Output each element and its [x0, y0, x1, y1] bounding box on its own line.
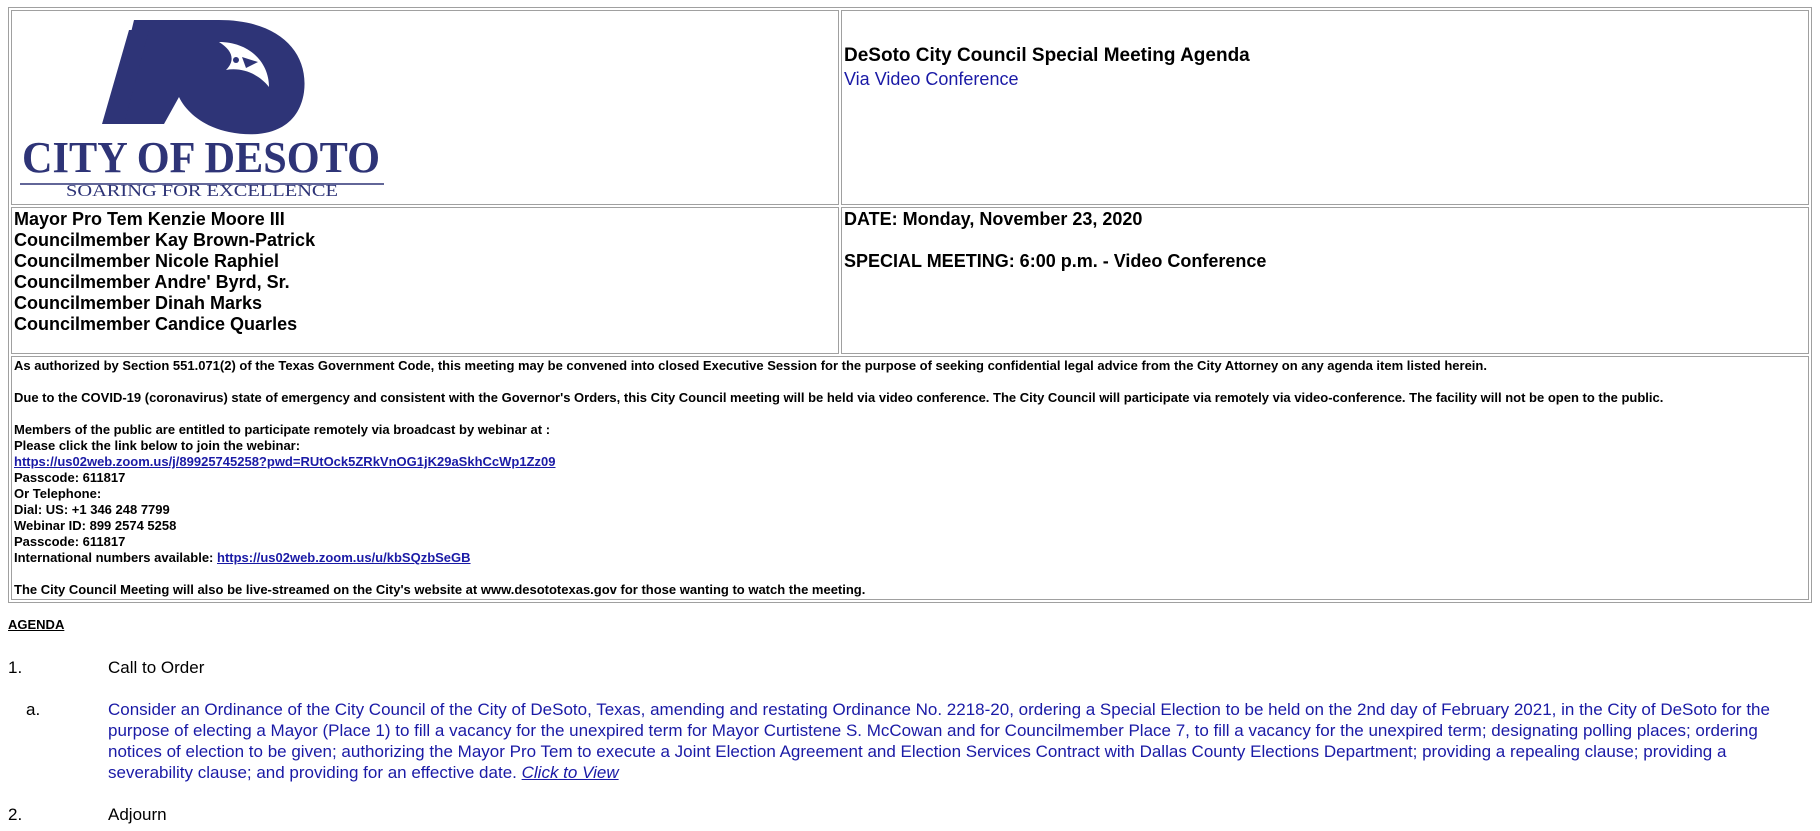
council-member: Councilmember Nicole Raphiel: [14, 251, 280, 271]
title-cell: [841, 10, 1809, 205]
agenda-item-letter: a.: [26, 700, 41, 719]
agenda-item-text: Consider an Ordinance of the City Council of the City of DeSoto, Texas, amending and restating Ordinance No. 2218-20, ordering a Special Election to be held on the 2nd day of February 2021, in the City of DeSoto for the purpose of electing a Mayor (Place 1) to fill a vacancy for the unexpired term for Mayor Curtistene S. McCowan and for Councilmember Place 7, to fill a vacancy for the unexpired term; designating polling places; ordering notices of election to be given; authorizing the Mayor Pro Tem to execute a Joint Election Agreement and Election Services Contract with Dallas County Elections Department; providing a repealing clause; providing a severability clause; and providing for an effective date.: [108, 700, 1770, 782]
intl-numbers-link[interactable]: https://us02web.zoom.us/u/kbSQzbSeGB: [217, 550, 471, 565]
click-link-instructions: Please click the link below to join the webinar:: [14, 438, 301, 453]
notice-text: [14, 358, 1806, 598]
council-member: Mayor Pro Tem Kenzie Moore III: [14, 209, 285, 229]
council-member: Councilmember Andre' Byrd, Sr.: [14, 272, 290, 292]
meeting-time: SPECIAL MEETING: 6:00 p.m. - Video Conference: [844, 251, 1267, 271]
desoto-eagle-logo-icon: [14, 12, 394, 198]
city-logo: [14, 12, 836, 198]
council-member: Councilmember Candice Quarles: [14, 314, 298, 334]
logo-tagline: SOARING FOR EXCELLENCE: [66, 181, 338, 198]
agenda-heading: AGENDA: [8, 617, 65, 632]
agenda-item-text: Call to Order: [108, 658, 205, 677]
notice-cell: [11, 356, 1809, 600]
logo-cell: [11, 10, 839, 205]
passcode-text: Passcode: 611817: [14, 470, 126, 485]
agenda-item-number: 1.: [8, 658, 23, 677]
webinar-id-text: Webinar ID: 899 2574 5258: [14, 518, 177, 533]
or-telephone-text: Or Telephone:: [14, 486, 102, 501]
logo-name: CITY OF DESOTO: [22, 133, 380, 182]
livestream-paragraph: The City Council Meeting will also be live-streamed on the City's website at www.desototexas.gov for those wanting to watch the meeting.: [14, 582, 866, 597]
click-to-view-link[interactable]: Click to View: [521, 763, 619, 782]
council-member: Councilmember Dinah Marks: [14, 293, 263, 313]
page-subtitle: Via Video Conference: [844, 69, 1019, 89]
intl-numbers-label: International numbers available:: [14, 550, 217, 565]
meeting-date: DATE: Monday, November 23, 2020: [844, 209, 1143, 229]
agenda-item-a: [8, 699, 1808, 783]
public-intro: Members of the public are entitled to participate remotely via broadcast by webinar at :: [14, 422, 551, 437]
header-table: [8, 7, 1812, 603]
webinar-link[interactable]: https://us02web.zoom.us/j/89925745258?pwd=RUtOck5ZRkVnOG1jK29aSkhCcWp1Zz09: [14, 454, 556, 469]
dial-text: Dial: US: +1 346 248 7799: [14, 502, 170, 517]
covid-paragraph: Due to the COVID-19 (coronavirus) state of emergency and consistent with the Governor's Orders, this City Council meeting will be held via video conference. The City Council will participate via remotely via video-conference. The facility will not be open to the public.: [14, 390, 1664, 405]
agenda-item-text: Adjourn: [108, 805, 167, 824]
passcode-text: Passcode: 611817: [14, 534, 126, 549]
authorization-paragraph: As authorized by Section 551.071(2) of the Texas Government Code, this meeting may be convened into closed Executive Session for the purpose of seeking confidential legal advice from the City Attorney on any agenda item listed herein.: [14, 358, 1487, 373]
members-cell: [11, 207, 839, 354]
agenda-item-number: 2.: [8, 805, 23, 824]
page-title: DeSoto City Council Special Meeting Agenda: [844, 45, 1250, 66]
council-member: Councilmember Kay Brown-Patrick: [14, 230, 316, 250]
meeting-info-cell: [841, 207, 1809, 354]
council-member-list: [14, 209, 836, 335]
